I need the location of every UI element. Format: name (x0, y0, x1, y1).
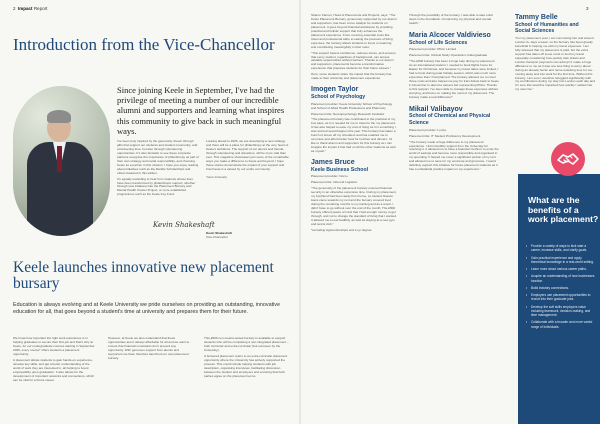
intro-title: Introduction from the Vice-Chancellor (13, 35, 275, 54)
student-quote: "For my placement year, I am commuting into and around London 3+ days a week, so the bursary has been greatly beneficial in helping me with my travel expenses. I am fully stressed that my placement is paid, but the extra support has taken off some costs to fund my travel especially considering how quickly train tickets and London transport payments can add up! It made a huge difference to me as it was one less thing to worry about during an already hectic and nerve-wracking time for me - moving away and into work for the first time. Without this bursary, I am sure I would've struggled significantly with my contributions during my stay into London each day and I'm sure this would've impacted how quickly I settled into my new role." (515, 36, 595, 92)
column-b (409, 14, 499, 174)
student-school: School of Psychology (311, 93, 366, 100)
placement-provider: Placement provider: Pfizer Limited (409, 47, 457, 52)
left-page (0, 0, 299, 424)
student-quote: "The bursary made a huge difference to my placement experience. I felt incredibly support from the University for receiving it. It allowed me to have a financial 'cushion' to enter the world of savings and become more responsible and organised in my spending. It helped me cover a significant portion of my rent and allowed me to save for my commute and groceries. I would definitely support this initiative for future placement students as it has a substantial positive impact on my experience." (409, 139, 499, 172)
placement-title: Placement title: Neuropsychology Research Assistant (311, 111, 385, 116)
launch-title: Keele launches innovative new placement bursary (13, 259, 274, 293)
placement-title: Placement title: IT Student Proficiency Development (409, 133, 481, 138)
signer-title: Vice-Chancellor (206, 234, 228, 239)
benefit-item: • Provide a variety of ways to kick start a career, increase skills, and clarify goals. (526, 244, 596, 252)
intro-paragraph: It's equally rewarding to hear from students whose lives have been transformed by philanthropic support, whether through new initiatives like the Placement Bursary and Mental Health Cluster Project, or more established programmes such as the Keele Key Fund. (117, 176, 196, 197)
benefit-item: • Develop the soft skills employers value including teamwork, decision-making, and time management. (526, 305, 596, 317)
callout-title: What are the benefits of a work placement? (528, 195, 599, 225)
student-quote: "The placement bursary has contributed to the practical of my bus pass, as it is needed for me to travel to the my placement. It has also helped to ease my cost of living as it is something I was worried would happen this year. This bursary has taken a bunch of stress off my shoulders and has enabled me to commute and afford better food for lunches and dinners. I'd like to thank alumni and supporters for this bursary as I can imagine the impact it has had on all the other students as well as myself." (311, 117, 397, 154)
column-c (515, 14, 595, 94)
quote-paragraph: Through the possibility of the bursary, I was able to take solid steps in the foundation of improving my physical and mental health." (409, 13, 493, 25)
student-school: Keele Business School (311, 166, 369, 173)
benefit-item: • Employers use placement opportunities to recruit into their graduate jobs. (526, 293, 596, 301)
student-school: School of Life Sciences (409, 39, 468, 46)
student-quote: "The £500 bursary has been a huge help during my placement. As an international student, I needed to book flights home for Easter for Christmas, and because my travel dates were limited, I had to book during peak holiday season, which was much more expensive than I had planned. The bursary allowed me to cover those costs and also helped me pay for train tickets back to Keele in November to attend a careers fair representing Pfizer. Thanks to this support, I've been able to manage these expenses without worrying, and focus on making the most of my placement. The bursary made a real difference!" (409, 59, 499, 99)
quote-paragraph: Here, some students share the impact that the bursary has made to their university and placement experience. (311, 72, 392, 81)
right-page-number: 3 (586, 6, 589, 11)
intro-paragraph: Looking ahead to 2025, we are developing a new strategy and there will be a place for philanthropy at the very heart of Keele's ambitions. The support of our alumni and friends, through volunteering and donations, will be more vital than ever. This magazine showcases just some of the remarkable ways you make a difference to Keele and beyond. I hope these stories demonstrate the impact of your support and how Keele is a valued by our entire community. (206, 139, 289, 171)
student-name-mikail: Mikail Valibayov (409, 105, 463, 113)
footnote: *excluding Apprenticeships and 1+yr degree (311, 227, 372, 232)
benefit-item: • Gain practical experience and apply theoretical knowledge in a real-world setting. (526, 256, 596, 264)
benefits-list (526, 244, 596, 332)
student-quote: "The generosity of the placement bursary ensured financial security in an otherwise expensive time. During my placement, my boyfriend had been away from home, so student finance loans came towards my rent and the bursary covered food during the remaining months to my training and as a result, I didn't have to go without over the end of the month. The £500 bursary offered peace of mind that I had enough money to get through, and not to change the standard of living that I wanted. It allowed me to eat healthily, as well as staying at a new gym and tennis club." (311, 186, 397, 226)
launch-column-3 (204, 337, 289, 381)
pull-quote: Since joining Keele in September, I've had the privilege of meeting a number of our incredible alumni and supporters and learning what inspires this community to give back in such meaningful ways. (117, 85, 285, 136)
student-name-maria: Maria Alcocer Valdivieso (409, 31, 491, 39)
launch-paragraph: This £500 non-means-tested bursary is available to support students who will be completing a non-integrated placement – both curricular and extra-curricular (but overseen by the University). (204, 336, 289, 352)
placement-provider: Placement provider: Lonza (409, 127, 446, 132)
page-number: 2 (13, 6, 16, 11)
placement-title: Placement title: Inbound Logistics (311, 180, 358, 185)
report-label: Report (33, 6, 48, 11)
intro-paragraph: I've been truly inspired by the generosity shown through gifts that support our students and student community, and volunteering time, but also through volunteering opportunities. It's also fantastic to see these corporate partners recognise the importance of philanthropy as part of their own strategy and social responsibility, and choosing Keele as a partner in this mission. I hope you enjoy reading about initiatives such as the Randle Scholarships and others featured in this edition. (117, 139, 199, 175)
student-name-imogen: Imogen Taylor (311, 86, 359, 94)
intro-column-2 (206, 140, 289, 182)
left-page-header (13, 6, 47, 11)
benefit-item: • Learn more about various career paths. (526, 267, 596, 271)
launch-lede: Education is always evolving and at Keele University we pride ourselves on providing an outstanding, innovative education for all, that goes beyond a student's time at university and prepares them for their future. (13, 302, 280, 316)
launch-column-1 (13, 337, 96, 384)
vice-chancellor-photo (13, 86, 110, 236)
handshake-icon (551, 142, 585, 176)
launch-paragraph: However, at Keele we also understand that these opportunities aren't always affordable for all and we want to ensure that financial constraints don't prevent any opportunity. With generous support from alumni and supporters we have therefore launched our new placement bursary. (108, 336, 190, 360)
quote-paragraph: "This support fosters confidence, reduces stress, and ensures that every student, regardless of background, can access valuable opportunities without barriers. Thanks to our alumni and supporters, placements become a transformative experience that prepares students for their future careers." (311, 50, 396, 71)
placement-provider: Placement provider: Keele University School of Psychology and School of Allied Health Professions and Pharmacy (311, 101, 393, 110)
handshake-badge (551, 142, 585, 176)
student-school: School of Humanities and Social Sciences (515, 21, 579, 35)
section-name: Impact (18, 6, 33, 11)
signer-name: Kevin Shakeshaft (206, 231, 232, 235)
launch-paragraph: A brokered placement refers to an extra-curricular placement opportunity where the University has actively supported the process. This could include helping students with job description, organising interviews, facilitating discussion between the student and employers and ensuring that both parties agree on the placement terms. (204, 353, 288, 378)
intro-column-1 (117, 140, 199, 199)
column-a (311, 14, 397, 235)
signature: Kevin Shakeshaft (153, 221, 215, 229)
benefits-callout (518, 174, 600, 424)
benefit-item: • Collaborate with a broader and more varied range of individuals. (526, 320, 596, 328)
student-school: School of Chemical and Physical Science (409, 113, 491, 126)
benefit-item: • Acquire an understanding of how businesses function. (526, 274, 596, 282)
right-page (301, 0, 600, 424)
quote-paragraph: Sharon Farmer, Head of Placements and Projects, says: "The Keele Placement Bursary, generously supported by our alumni and supporters, has been a true catalyst for students on placement. It goes beyond financial assistance by providing practical and holistic support that truly enhances the placement experience. From covering essential costs like travel and professional attire to easing the pressure of living expenses, the bursary allows students to focus on learning and contributing meaningfully in their roles. (311, 13, 397, 49)
sign-off: Yours sincerely (206, 174, 227, 179)
student-name-tammy: Tammy Belle (515, 14, 558, 21)
launch-paragraph: A placement allows students to gain hands-on experience, develop key skills, and get a better understanding of the world of work they are interested in, all helping to boost employability upon graduation. It also allows for the development of important networks and connections, which can be vital for a future career. (13, 357, 95, 382)
benefit-item: • Build industry connections. (526, 286, 596, 290)
launch-column-2 (108, 337, 191, 363)
signer-block (206, 232, 232, 240)
launch-paragraph: We know how important the right work experience is in helping graduates to secure their first job and that's why at Keele, for our undergraduate courses starting in September 2025, every course* offers students a placement opportunity. (13, 336, 95, 356)
placement-title: Placement title: Clinical Study Operations Undergraduate (409, 53, 488, 58)
student-name-james: James Bruce (311, 159, 355, 167)
placement-provider: Placement provider: Norvo (311, 174, 348, 179)
